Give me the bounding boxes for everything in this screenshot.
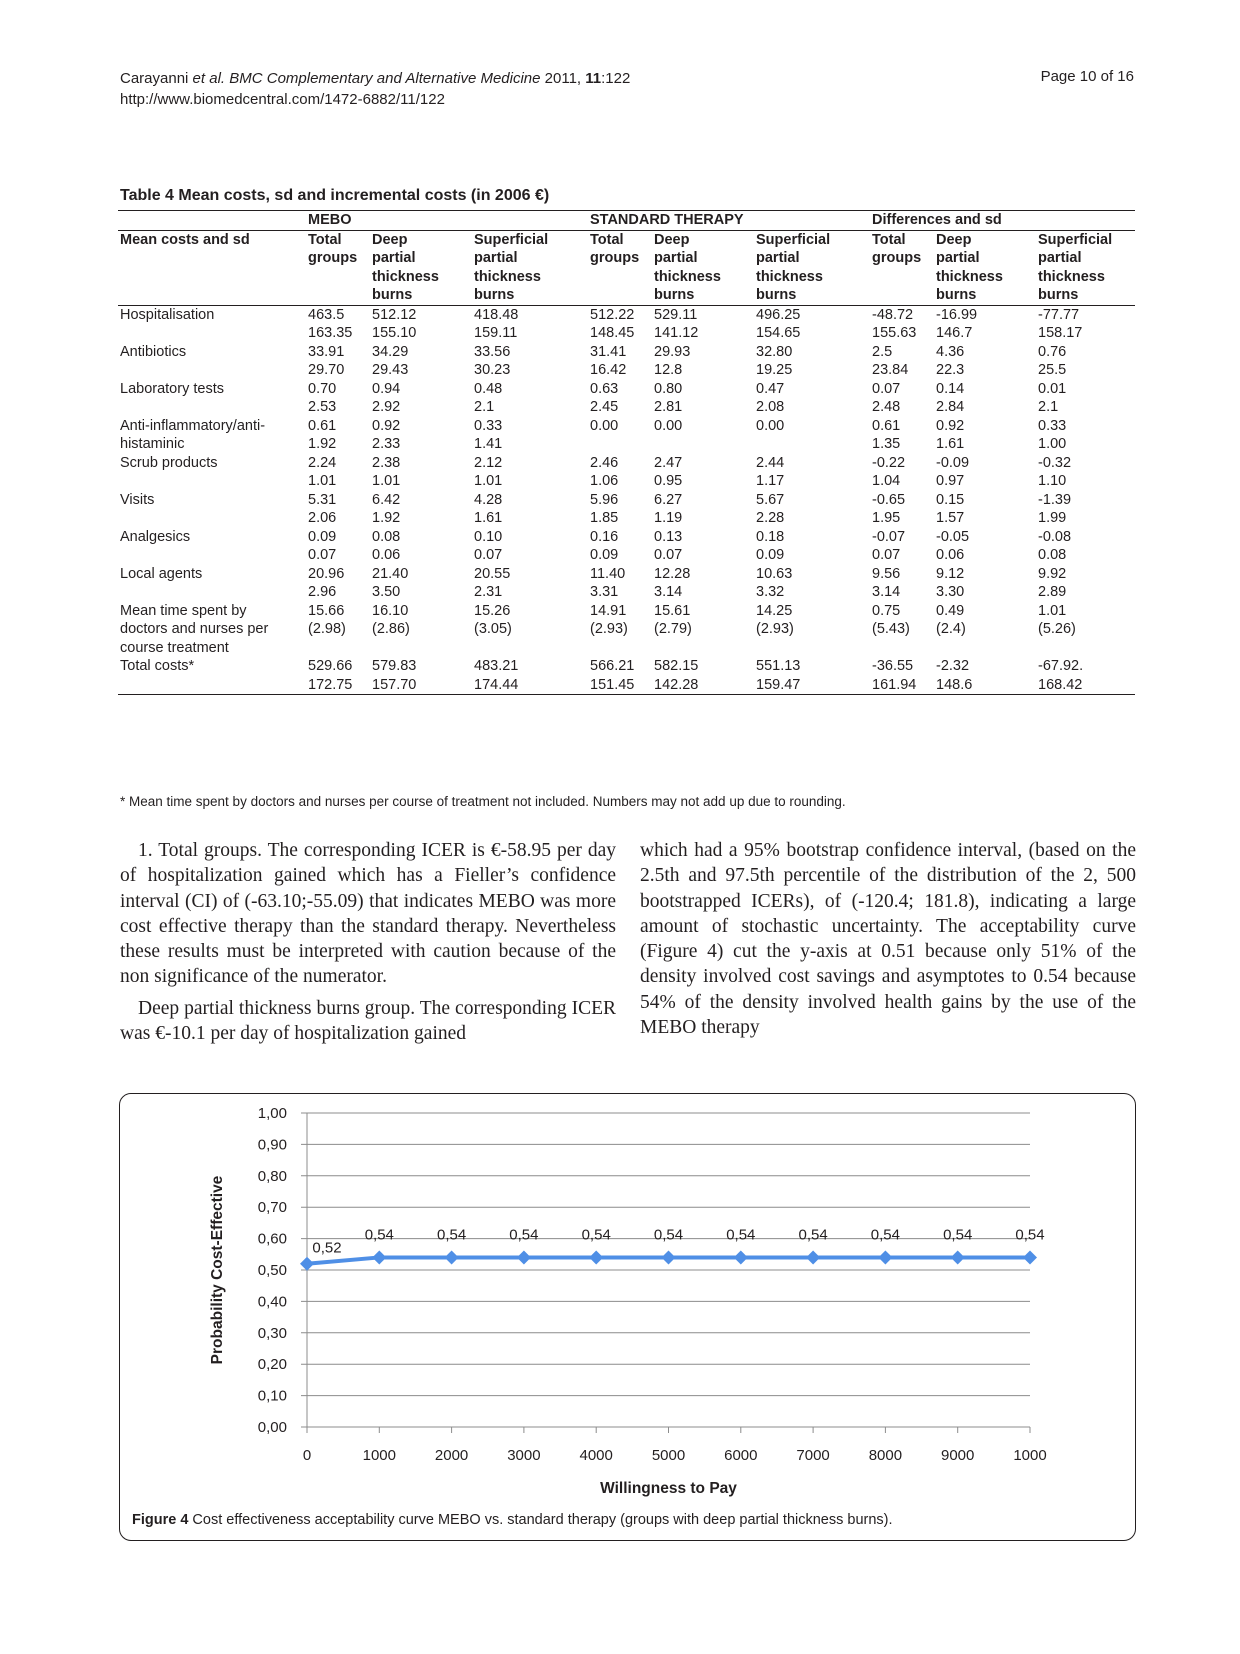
cell-line: 1.01 xyxy=(474,473,503,489)
cell-line: -2.32 xyxy=(936,658,970,674)
cell-line: 12.8 xyxy=(654,362,683,378)
cell-line: 582.15 xyxy=(654,658,699,674)
cell-line: 16.42 xyxy=(590,362,627,378)
cell-line: -16.99 xyxy=(936,306,978,323)
cell-line: 463.5 xyxy=(308,306,345,323)
cell-line: 0.92 xyxy=(372,417,401,434)
cell-line: Local agents xyxy=(120,565,203,582)
cell-line: 0.07 xyxy=(872,380,901,397)
cell-line: 0.92 xyxy=(936,417,965,434)
cell-line: -0.65 xyxy=(872,491,906,508)
cell-line: Total xyxy=(308,231,342,248)
x-tick-label: 4000 xyxy=(579,1447,613,1464)
cell-line: 0.00 xyxy=(756,417,785,434)
data-label: 0,54 xyxy=(798,1226,828,1244)
cell-line: 29.43 xyxy=(372,362,409,378)
cell-line: 3.32 xyxy=(756,584,785,600)
cell-line: 566.21 xyxy=(590,658,635,674)
y-tick-label: 0,00 xyxy=(257,1419,287,1436)
cell-line: 529.11 xyxy=(654,306,698,323)
cell-line: thickness xyxy=(372,268,439,285)
cell-line: 3.14 xyxy=(872,584,901,600)
cell-line: 0.95 xyxy=(654,473,683,489)
cell-line: 19.25 xyxy=(756,362,793,378)
cell-line: 9.56 xyxy=(872,565,901,582)
cell-line: 10.63 xyxy=(756,565,793,582)
cell-line: partial xyxy=(654,250,698,266)
cell-line: 2.08 xyxy=(756,399,785,415)
x-axis-title: Willingness to Pay xyxy=(600,1480,737,1497)
cell-line: 0.33 xyxy=(474,417,503,434)
cell-line: 1.04 xyxy=(872,473,901,489)
cell-line: Anti-inflammatory/anti- xyxy=(120,417,266,434)
cell-line: -0.08 xyxy=(1038,528,1072,545)
cell-line: 22.3 xyxy=(936,362,965,378)
cell-line: 3.30 xyxy=(936,584,965,600)
cell-line: 155.10 xyxy=(372,325,417,341)
cell-line: 1.41 xyxy=(474,436,503,452)
y-axis-title: Probability Cost-Effective xyxy=(209,1175,226,1365)
cell-line: 159.11 xyxy=(474,325,518,341)
cell-line: (3.05) xyxy=(474,621,512,637)
cell-line: partial xyxy=(936,250,980,266)
cell-line: 0.07 xyxy=(474,547,503,563)
data-point-marker xyxy=(806,1250,820,1264)
data-label: 0,54 xyxy=(364,1226,394,1244)
data-label: 0,54 xyxy=(726,1226,756,1244)
cell-line: 1.61 xyxy=(936,436,965,452)
data-label: 0,54 xyxy=(943,1226,973,1244)
data-point-marker xyxy=(878,1250,892,1264)
x-tick-label: 9000 xyxy=(941,1447,975,1464)
cell-line: partial xyxy=(474,250,518,266)
cell-line: (2.79) xyxy=(654,621,692,637)
cell-line: -1.39 xyxy=(1038,491,1072,508)
cell-line: 0.61 xyxy=(308,417,337,434)
cell-line: 15.66 xyxy=(308,602,345,619)
y-tick-label: 0,90 xyxy=(257,1136,287,1154)
cell-line: 32.80 xyxy=(756,343,793,360)
y-tick-label: 1,00 xyxy=(257,1105,287,1122)
cell-line: 1.92 xyxy=(372,510,401,526)
cell-line: 0.61 xyxy=(872,417,901,434)
x-tick-label: 8000 xyxy=(868,1447,903,1464)
cell-line: (5.26) xyxy=(1038,621,1076,637)
cell-line: 579.83 xyxy=(372,658,417,674)
data-point-marker xyxy=(517,1250,531,1264)
cell-line: 0.00 xyxy=(654,417,683,434)
cell-line: 5.67 xyxy=(756,491,785,508)
cell-line: 12.28 xyxy=(654,565,691,582)
cell-line: 2.84 xyxy=(936,399,965,415)
cell-line: 6.27 xyxy=(654,491,683,508)
cell-line: 483.21 xyxy=(474,658,519,674)
y-tick-label: 0,70 xyxy=(257,1199,287,1217)
citation: Carayanni et al. BMC Complementary and Alternative Medicine 2011, 11:122 xyxy=(120,70,631,87)
cell-line: 3.50 xyxy=(372,584,401,600)
cell-line: 2.28 xyxy=(756,510,785,526)
cell-line: Superficial xyxy=(474,231,549,248)
cell-line: thickness xyxy=(936,268,1003,285)
article-url[interactable]: http://www.biomedcentral.com/1472-6882/11/122 xyxy=(120,91,445,108)
cell-line: Total xyxy=(872,231,906,248)
cell-line: 0.14 xyxy=(936,380,965,397)
data-label: 0,54 xyxy=(509,1226,539,1244)
cell-line: Deep xyxy=(654,231,690,248)
cell-line: 20.55 xyxy=(474,565,511,582)
cell-line: 0.08 xyxy=(372,528,401,545)
cell-line: 168.42 xyxy=(1038,676,1083,693)
cell-line: 0.15 xyxy=(936,491,965,508)
cell-line: -77.77 xyxy=(1038,306,1080,323)
x-tick-label: 1000 xyxy=(362,1447,396,1464)
cell-line: burns xyxy=(474,287,515,303)
cell-line: 31.41 xyxy=(590,343,627,360)
cell-line: 2.45 xyxy=(590,399,619,415)
x-tick-label: 5000 xyxy=(651,1447,686,1464)
cell-line: 5.31 xyxy=(308,491,337,508)
cell-line: (2.93) xyxy=(756,621,794,637)
cell-line: 0.07 xyxy=(872,547,901,563)
cell-line: 0.49 xyxy=(936,602,965,619)
body-paragraph: which had a 95% bootstrap confidence interval, (based on the 2.5th and 97.5th percentile of the distribution of the 2, 500 bootstrapped ICERs), of (-120.4; 181.8), indicating a large amount of stochastic uncertainty. The acceptability curve (Figure 4) cut the y-axis at 0.51 because only 51% of the density involved cost savings and asymptotes to 0.54 because 54% of the density involved health gains by the use of the MEBO therapy xyxy=(640,840,1136,1039)
cell-line: 0.13 xyxy=(654,528,683,545)
cell-line: 1.17 xyxy=(756,473,785,489)
cell-line: 529.66 xyxy=(308,658,353,674)
y-tick-label: 0,50 xyxy=(257,1262,287,1279)
cell-line: -0.32 xyxy=(1038,454,1072,471)
cell-line: 1.57 xyxy=(936,510,965,526)
cell-line: -0.05 xyxy=(936,528,970,545)
y-tick-label: 0,40 xyxy=(257,1293,287,1311)
cell-line: 512.22 xyxy=(590,306,635,323)
cell-line: doctors and nurses per xyxy=(120,621,269,637)
cell-line: 0.48 xyxy=(474,380,503,397)
cell-line: burns xyxy=(756,287,797,303)
cell-line: 1.85 xyxy=(590,510,619,526)
cell-line: 11.40 xyxy=(590,565,626,582)
cell-line: Antibiotics xyxy=(120,343,187,360)
cell-line: Scrub products xyxy=(120,454,218,471)
x-tick-label: 6000 xyxy=(724,1447,758,1464)
y-tick-label: 0,80 xyxy=(257,1167,287,1185)
cell-line: 0.06 xyxy=(936,547,965,563)
cell-line: course treatment xyxy=(120,639,229,656)
data-point-marker xyxy=(734,1250,748,1264)
cell-line: 0.80 xyxy=(654,380,683,397)
cell-line: 5.96 xyxy=(590,491,619,508)
cell-line: 16.10 xyxy=(372,602,409,619)
cell-line: 174.44 xyxy=(474,676,519,693)
cell-line: -0.09 xyxy=(936,454,970,471)
cell-line: 0.10 xyxy=(474,528,503,545)
cell-line: thickness xyxy=(474,268,541,285)
cell-line: 0.09 xyxy=(308,528,337,545)
cell-line: 4.36 xyxy=(936,343,965,360)
cell-line: 25.5 xyxy=(1038,362,1067,378)
body-paragraph: 1. Total groups. The corresponding ICER is €-58.95 per day of hospitalization gained which has a Fieller’s confidence interval (CI) of (-63.10;-55.09) that indicates MEBO was more cost effective therapy than the standard therapy. Nevertheless these results must be interpreted with caution because of the non significance of the numerator. xyxy=(120,840,616,988)
cell-line: 29.93 xyxy=(654,343,691,360)
data-point-marker xyxy=(300,1257,314,1271)
cell-line: 0.01 xyxy=(1038,380,1067,397)
cell-line: 161.94 xyxy=(872,676,917,693)
cell-line: 148.45 xyxy=(590,325,635,341)
cell-line: partial xyxy=(372,250,416,266)
cell-line: partial xyxy=(1038,250,1082,266)
cell-line: 0.75 xyxy=(872,602,901,619)
cell-line: 2.31 xyxy=(474,584,503,600)
cell-line: 23.84 xyxy=(872,362,909,378)
cell-line: 2.92 xyxy=(372,399,401,415)
cell-line: (5.43) xyxy=(872,621,910,637)
cell-line: Hospitalisation xyxy=(120,306,215,323)
cell-line: Total xyxy=(590,231,624,248)
cell-line: 146.7 xyxy=(936,325,973,341)
cell-line: Superficial xyxy=(1038,231,1113,248)
cell-line: 6.42 xyxy=(372,491,401,508)
cell-line: 0.07 xyxy=(308,547,337,563)
cell-line: thickness xyxy=(756,268,823,285)
cell-line: 1.95 xyxy=(872,510,901,526)
cell-line: 0.33 xyxy=(1038,417,1067,434)
cell-line: 2.44 xyxy=(756,454,785,471)
cell-line: 0.00 xyxy=(590,417,619,434)
cell-line: 14.91 xyxy=(590,602,627,619)
cell-line: 2.47 xyxy=(654,454,683,471)
cell-line: 0.70 xyxy=(308,380,337,397)
cell-line: 0.97 xyxy=(936,473,965,489)
y-tick-label: 0,60 xyxy=(257,1230,287,1248)
cell-line: Deep xyxy=(372,231,408,248)
cell-line: -0.07 xyxy=(872,528,906,545)
cell-line: 4.28 xyxy=(474,491,503,508)
cell-line: histaminic xyxy=(120,436,185,452)
cell-line: Deep xyxy=(936,231,972,248)
cell-line: 1.00 xyxy=(1038,436,1067,452)
cell-line: 172.75 xyxy=(308,676,353,693)
cell-line: 33.56 xyxy=(474,343,511,360)
cell-line: Mean time spent by xyxy=(120,602,247,619)
cell-line: 1.06 xyxy=(590,473,619,489)
cell-line: 157.70 xyxy=(372,676,417,693)
cell-line: 0.47 xyxy=(756,380,785,397)
cell-line: 141.12 xyxy=(654,325,699,341)
cell-line: (2.86) xyxy=(372,621,410,637)
cell-line: 15.61 xyxy=(654,602,691,619)
cell-line: 9.12 xyxy=(936,565,965,582)
cell-line: burns xyxy=(372,287,413,303)
row-header: Mean costs and sd xyxy=(120,231,250,248)
cell-line: 0.16 xyxy=(590,528,619,545)
cell-line: 2.06 xyxy=(308,510,337,526)
data-label: 0,54 xyxy=(1015,1226,1045,1244)
cell-line: 1.01 xyxy=(372,473,401,489)
cell-line: 0.06 xyxy=(372,547,401,563)
cell-line: 418.48 xyxy=(474,306,519,323)
x-tick-label: 2000 xyxy=(434,1447,469,1464)
y-tick-label: 0,20 xyxy=(257,1356,287,1374)
cell-line: 2.33 xyxy=(372,436,401,452)
cell-line: 33.91 xyxy=(308,343,345,360)
cell-line: 0.09 xyxy=(756,547,785,563)
cell-line: 0.09 xyxy=(590,547,619,563)
cell-line: 2.1 xyxy=(1038,399,1059,415)
data-label: 0,52 xyxy=(312,1239,342,1257)
group-header: STANDARD THERAPY xyxy=(590,212,744,228)
cell-line: 1.61 xyxy=(474,510,503,526)
cell-line: 1.35 xyxy=(872,436,901,452)
cell-line: 29.70 xyxy=(308,362,345,378)
data-point-marker xyxy=(445,1250,459,1264)
cell-line: 512.12 xyxy=(372,306,417,323)
figure-caption: Figure 4 Cost effectiveness acceptability curve MEBO vs. standard therapy (groups with deep partial thickness burns). xyxy=(132,1512,893,1528)
x-tick-label: 0 xyxy=(302,1447,312,1464)
x-tick-label: 1000 xyxy=(1013,1447,1047,1464)
data-point-marker xyxy=(1023,1250,1037,1264)
cell-line: (2.4) xyxy=(936,621,966,637)
cell-line: 1.92 xyxy=(308,436,337,452)
data-label: 0,54 xyxy=(870,1226,901,1244)
cell-line: 2.1 xyxy=(474,399,495,415)
cell-line: 2.96 xyxy=(308,584,337,600)
cell-line: 496.25 xyxy=(756,306,801,323)
cell-line: 0.07 xyxy=(654,547,683,563)
body-paragraph: Deep partial thickness burns group. The corresponding ICER was €-10.1 per day of hospitalization gained xyxy=(120,997,616,1045)
cell-line: 3.14 xyxy=(654,584,683,600)
cell-line: thickness xyxy=(654,268,721,285)
cell-line: 0.08 xyxy=(1038,547,1067,563)
y-tick-label: 0,10 xyxy=(257,1387,287,1405)
cell-line: 0.94 xyxy=(372,380,401,397)
cell-line: 142.28 xyxy=(654,676,699,693)
cell-line: 1.01 xyxy=(1038,602,1067,619)
cell-line: 0.76 xyxy=(1038,343,1067,360)
cell-line: 3.31 xyxy=(590,584,619,600)
cell-line: thickness xyxy=(1038,268,1105,285)
cell-line: 2.81 xyxy=(654,399,683,415)
cell-line: 1.01 xyxy=(308,473,337,489)
data-label: 0,54 xyxy=(653,1226,684,1244)
page-number: Page 10 of 16 xyxy=(1040,68,1134,85)
cell-line: 2.5 xyxy=(872,343,893,360)
cell-line: 2.12 xyxy=(474,454,503,471)
cell-line: Laboratory tests xyxy=(120,380,224,397)
cell-line: 2.38 xyxy=(372,454,401,471)
cell-line: 9.92 xyxy=(1038,565,1067,582)
cell-line: groups xyxy=(872,250,922,266)
cell-line: 163.35 xyxy=(308,325,353,341)
data-point-marker xyxy=(662,1250,676,1264)
cell-line: 2.24 xyxy=(308,454,337,471)
cell-line: 2.48 xyxy=(872,399,901,415)
cell-line: 551.13 xyxy=(756,658,801,674)
cell-line: Visits xyxy=(120,491,155,508)
cell-line: -0.22 xyxy=(872,454,906,471)
cell-line: 21.40 xyxy=(372,565,409,582)
cell-line: 2.89 xyxy=(1038,584,1067,600)
group-header: MEBO xyxy=(308,212,352,228)
cell-line: 2.46 xyxy=(590,454,619,471)
cell-line: 34.29 xyxy=(372,343,409,360)
cell-line: 0.63 xyxy=(590,380,619,397)
cell-line: burns xyxy=(1038,287,1079,303)
cell-line: Superficial xyxy=(756,231,831,248)
cell-line: -48.72 xyxy=(872,306,914,323)
cell-line: 20.96 xyxy=(308,565,345,582)
table-footnote: * Mean time spent by doctors and nurses per course of treatment not included. Numbers may not add up due to rounding. xyxy=(120,794,846,809)
y-tick-label: 0,30 xyxy=(257,1324,287,1342)
cell-line: 15.26 xyxy=(474,602,511,619)
cell-line: 1.99 xyxy=(1038,510,1067,526)
cell-line: burns xyxy=(654,287,695,303)
data-point-marker xyxy=(951,1250,965,1264)
cell-line: 2.53 xyxy=(308,399,337,415)
cell-line: (2.93) xyxy=(590,621,628,637)
data-label: 0,54 xyxy=(581,1226,611,1244)
cell-line: Total costs* xyxy=(120,658,195,674)
cell-line: (2.98) xyxy=(308,621,346,637)
cell-line: 159.47 xyxy=(756,676,801,693)
cell-line: 30.23 xyxy=(474,362,511,378)
cell-line: 148.6 xyxy=(936,676,973,693)
cell-line: 155.63 xyxy=(872,325,917,341)
cell-line: -36.55 xyxy=(872,658,914,674)
cell-line: groups xyxy=(308,250,358,266)
table-title: Table 4 Mean costs, sd and incremental costs (in 2006 €) xyxy=(120,187,550,204)
group-header: Differences and sd xyxy=(872,212,1002,228)
data-label: 0,54 xyxy=(436,1226,467,1244)
cell-line: 0.18 xyxy=(756,528,785,545)
x-tick-label: 3000 xyxy=(507,1447,541,1464)
cell-line: Analgesics xyxy=(120,528,191,545)
cell-line: 158.17 xyxy=(1038,325,1083,341)
cell-line: 14.25 xyxy=(756,602,793,619)
x-tick-label: 7000 xyxy=(796,1447,830,1464)
cell-line: 151.45 xyxy=(590,676,635,693)
cell-line: 1.19 xyxy=(654,510,683,526)
cell-line: 1.10 xyxy=(1038,473,1067,489)
cell-line: burns xyxy=(936,287,977,303)
cell-line: partial xyxy=(756,250,800,266)
cell-line: -67.92. xyxy=(1038,658,1084,674)
cell-line: 154.65 xyxy=(756,325,801,341)
data-point-marker xyxy=(589,1250,603,1264)
cell-line: groups xyxy=(590,250,640,266)
data-point-marker xyxy=(372,1250,386,1264)
